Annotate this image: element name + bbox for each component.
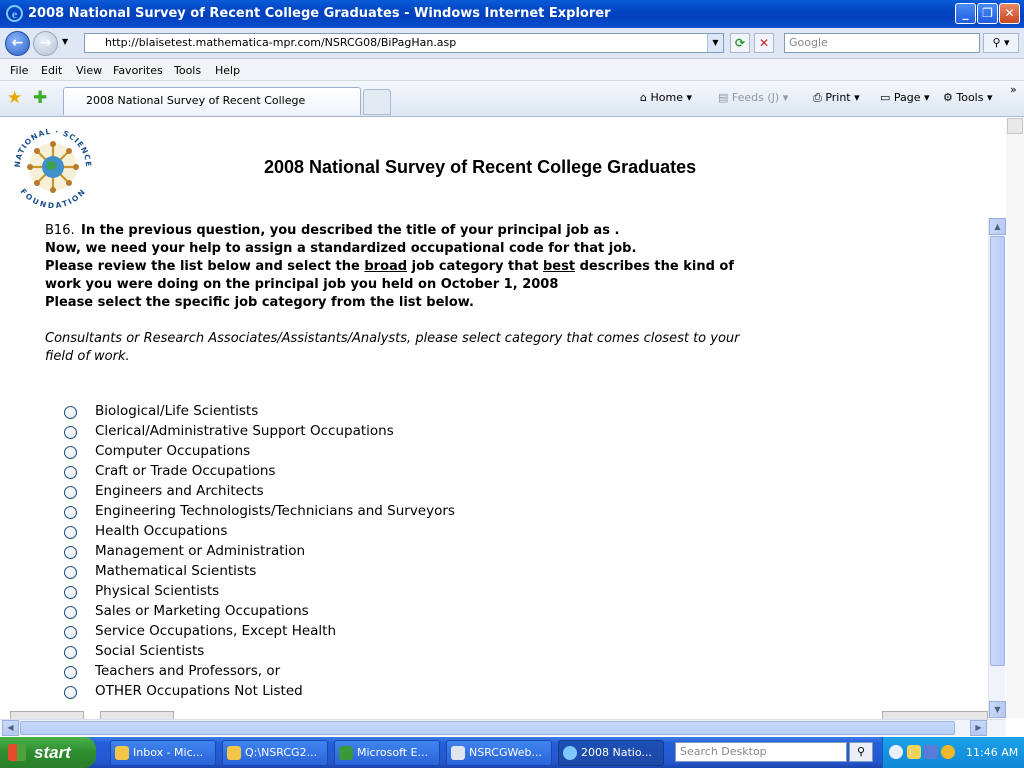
task-excel[interactable]: Microsoft E... — [334, 740, 440, 766]
radio-button[interactable] — [64, 446, 77, 459]
page-menu-button[interactable]: ▭ Page ▾ — [880, 91, 930, 104]
tab-active[interactable] — [63, 87, 361, 115]
radio-button[interactable] — [64, 406, 77, 419]
option-label[interactable]: Biological/Life Scientists — [95, 403, 259, 419]
magnifier-icon: ⚲ — [992, 36, 1001, 49]
outlook-icon — [115, 746, 129, 760]
question-line-1: In the previous question, you described the title of your principal job as . — [81, 223, 620, 238]
option-label[interactable]: Engineering Technologists/Technicians and Surveyors — [95, 503, 455, 519]
scroll-up-icon[interactable]: ▲ — [989, 218, 1006, 235]
minimize-button[interactable]: _ — [955, 3, 976, 24]
radio-button[interactable] — [64, 586, 77, 599]
task-inbox[interactable]: Inbox - Mic... — [110, 740, 216, 766]
vertical-scrollbar[interactable] — [988, 218, 1005, 718]
rss-icon: ▤ — [718, 91, 729, 104]
question-line-5: Please select the specific job category from the list below. — [45, 295, 474, 310]
maximize-button[interactable]: ❐ — [977, 3, 998, 24]
option-label[interactable]: Clerical/Administrative Support Occupations — [95, 423, 394, 439]
feeds-button[interactable]: ▤ Feeds (J) ▾ — [718, 91, 789, 104]
radio-button[interactable] — [64, 626, 77, 639]
window-title: 2008 National Survey of Recent College Graduates - Windows Internet Explorer — [28, 6, 611, 21]
search-button[interactable]: ⚲ ▾ — [983, 33, 1019, 53]
option-label[interactable]: Craft or Trade Occupations — [95, 463, 276, 479]
ie-logo-icon: e — [6, 5, 23, 22]
task-nsrcgweb[interactable]: NSRCGWeb... — [446, 740, 552, 766]
window-scrollbar[interactable] — [1006, 118, 1024, 718]
back-button[interactable]: ← — [5, 31, 30, 56]
option-label[interactable]: Service Occupations, Except Health — [95, 623, 337, 639]
radio-button[interactable] — [64, 526, 77, 539]
windows-flag-icon — [8, 744, 26, 761]
page-icon: ▭ — [880, 91, 891, 104]
house-icon: ⌂ — [640, 91, 647, 104]
question-number: B16. — [45, 223, 75, 238]
gear-icon: ⚙ — [943, 91, 953, 104]
tab-bar — [0, 81, 1024, 117]
clock: 11:46 AM — [966, 746, 1019, 759]
radio-button[interactable] — [64, 646, 77, 659]
radio-button[interactable] — [64, 546, 77, 559]
radio-button[interactable] — [64, 566, 77, 579]
back-page-button[interactable] — [10, 711, 84, 719]
option-label[interactable]: OTHER Occupations Not Listed — [95, 683, 303, 699]
option-label[interactable]: Engineers and Architects — [95, 483, 264, 499]
emphasis-best: best — [542, 259, 576, 274]
home-button[interactable]: ⌂ Home ▾ — [640, 91, 692, 104]
tools-menu-button[interactable]: ⚙ Tools ▾ — [943, 91, 993, 104]
menu-edit[interactable]: Edit — [41, 64, 63, 77]
network-icon[interactable] — [924, 745, 938, 759]
scroll-right-icon[interactable]: ▶ — [970, 720, 987, 736]
add-favorite-icon[interactable]: ✚ — [33, 88, 48, 108]
suspend-button[interactable] — [882, 711, 988, 719]
option-label[interactable]: Computer Occupations — [95, 443, 251, 459]
new-tab-button[interactable] — [363, 89, 391, 115]
start-button[interactable]: start — [0, 737, 96, 768]
history-dropdown-icon[interactable]: ▼ — [62, 37, 69, 46]
desktop-search-button[interactable]: ⚲ — [849, 742, 873, 762]
title-bar — [0, 0, 1024, 28]
menu-tools[interactable]: Tools — [174, 64, 202, 77]
address-bar[interactable] — [84, 33, 724, 53]
nsf-logo — [10, 124, 96, 210]
radio-button[interactable] — [64, 686, 77, 699]
radio-button[interactable] — [64, 506, 77, 519]
next-page-button[interactable] — [100, 711, 174, 719]
chevron-more-icon[interactable]: » — [1010, 83, 1017, 96]
menu-favorites[interactable]: Favorites — [113, 64, 163, 77]
forward-button[interactable]: → — [33, 31, 58, 56]
radio-button[interactable] — [64, 666, 77, 679]
tray-collapse-icon[interactable] — [889, 745, 903, 759]
radio-button[interactable] — [64, 606, 77, 619]
logo-text-bottom: FOUNDATION — [18, 186, 88, 210]
question-line-3: Please review the list below and select the broad job category that best describes the kind of — [45, 259, 734, 274]
excel-icon — [339, 746, 353, 760]
address-toolbar — [0, 28, 1024, 59]
radio-button[interactable] — [64, 426, 77, 439]
hscroll-thumb[interactable] — [20, 721, 955, 735]
tab-label: 2008 National Survey of Recent College — [86, 94, 306, 107]
radio-button[interactable] — [64, 466, 77, 479]
refresh-button[interactable]: ⟳ — [730, 33, 750, 53]
folder-icon — [227, 746, 241, 760]
horizontal-scrollbar[interactable] — [0, 719, 1006, 736]
question-line-2: Now, we need your help to assign a standardized occupational code for that job. — [45, 241, 637, 256]
address-text: http://blaisetest.mathematica-mpr.com/NSRCG08/BiPagHan.asp — [105, 36, 457, 49]
page-title: 2008 National Survey of Recent College Graduates — [264, 157, 697, 177]
task-folder[interactable]: Q:\NSRCG2... — [222, 740, 328, 766]
menu-view[interactable]: View — [76, 64, 103, 77]
option-label[interactable]: Mathematical Scientists — [95, 563, 257, 579]
emphasis-broad: broad — [364, 259, 408, 274]
scroll-thumb[interactable] — [990, 236, 1005, 666]
close-button[interactable]: ✕ — [999, 3, 1020, 24]
search-input[interactable]: Google — [784, 33, 980, 53]
print-button[interactable]: ⎙ Print ▾ — [813, 91, 860, 104]
menu-bar — [0, 59, 1024, 81]
radio-button[interactable] — [64, 486, 77, 499]
scroll-down-icon[interactable]: ▼ — [989, 701, 1006, 718]
window-scroll-up-icon[interactable] — [1007, 118, 1023, 134]
stop-button[interactable]: ✕ — [754, 33, 774, 53]
scroll-left-icon[interactable]: ◀ — [2, 720, 19, 736]
task-ie-active[interactable]: 2008 Natio... — [558, 740, 664, 766]
favorites-star-icon[interactable]: ★ — [7, 88, 23, 108]
question-line-4: work you were doing on the principal job you held on October 1, 2008 — [45, 277, 559, 292]
mail-icon[interactable] — [907, 745, 921, 759]
printer-icon: ⎙ — [813, 91, 822, 104]
instruction-note-2: field of work. — [45, 349, 130, 364]
ie-icon — [563, 746, 577, 760]
option-label[interactable]: Teachers and Professors, or — [95, 663, 281, 679]
option-label[interactable]: Sales or Marketing Occupations — [95, 603, 309, 619]
option-label[interactable]: Social Scientists — [95, 643, 205, 659]
menu-file[interactable]: File — [10, 64, 29, 77]
document-icon — [451, 746, 465, 760]
menu-help[interactable]: Help — [215, 64, 241, 77]
option-label[interactable]: Physical Scientists — [95, 583, 220, 599]
option-label[interactable]: Management or Administration — [95, 543, 306, 559]
instruction-note-1: Consultants or Research Associates/Assistants/Analysts, please select category that comes closest to your — [45, 331, 740, 346]
logo-text-top: NATIONAL · SCIENCE — [12, 126, 94, 168]
messenger-icon[interactable] — [941, 745, 955, 759]
address-dropdown-icon[interactable]: ▼ — [707, 34, 723, 52]
taskbar — [0, 737, 1024, 768]
desktop-search-input[interactable]: Search Desktop — [675, 742, 847, 762]
option-label[interactable]: Health Occupations — [95, 523, 228, 539]
